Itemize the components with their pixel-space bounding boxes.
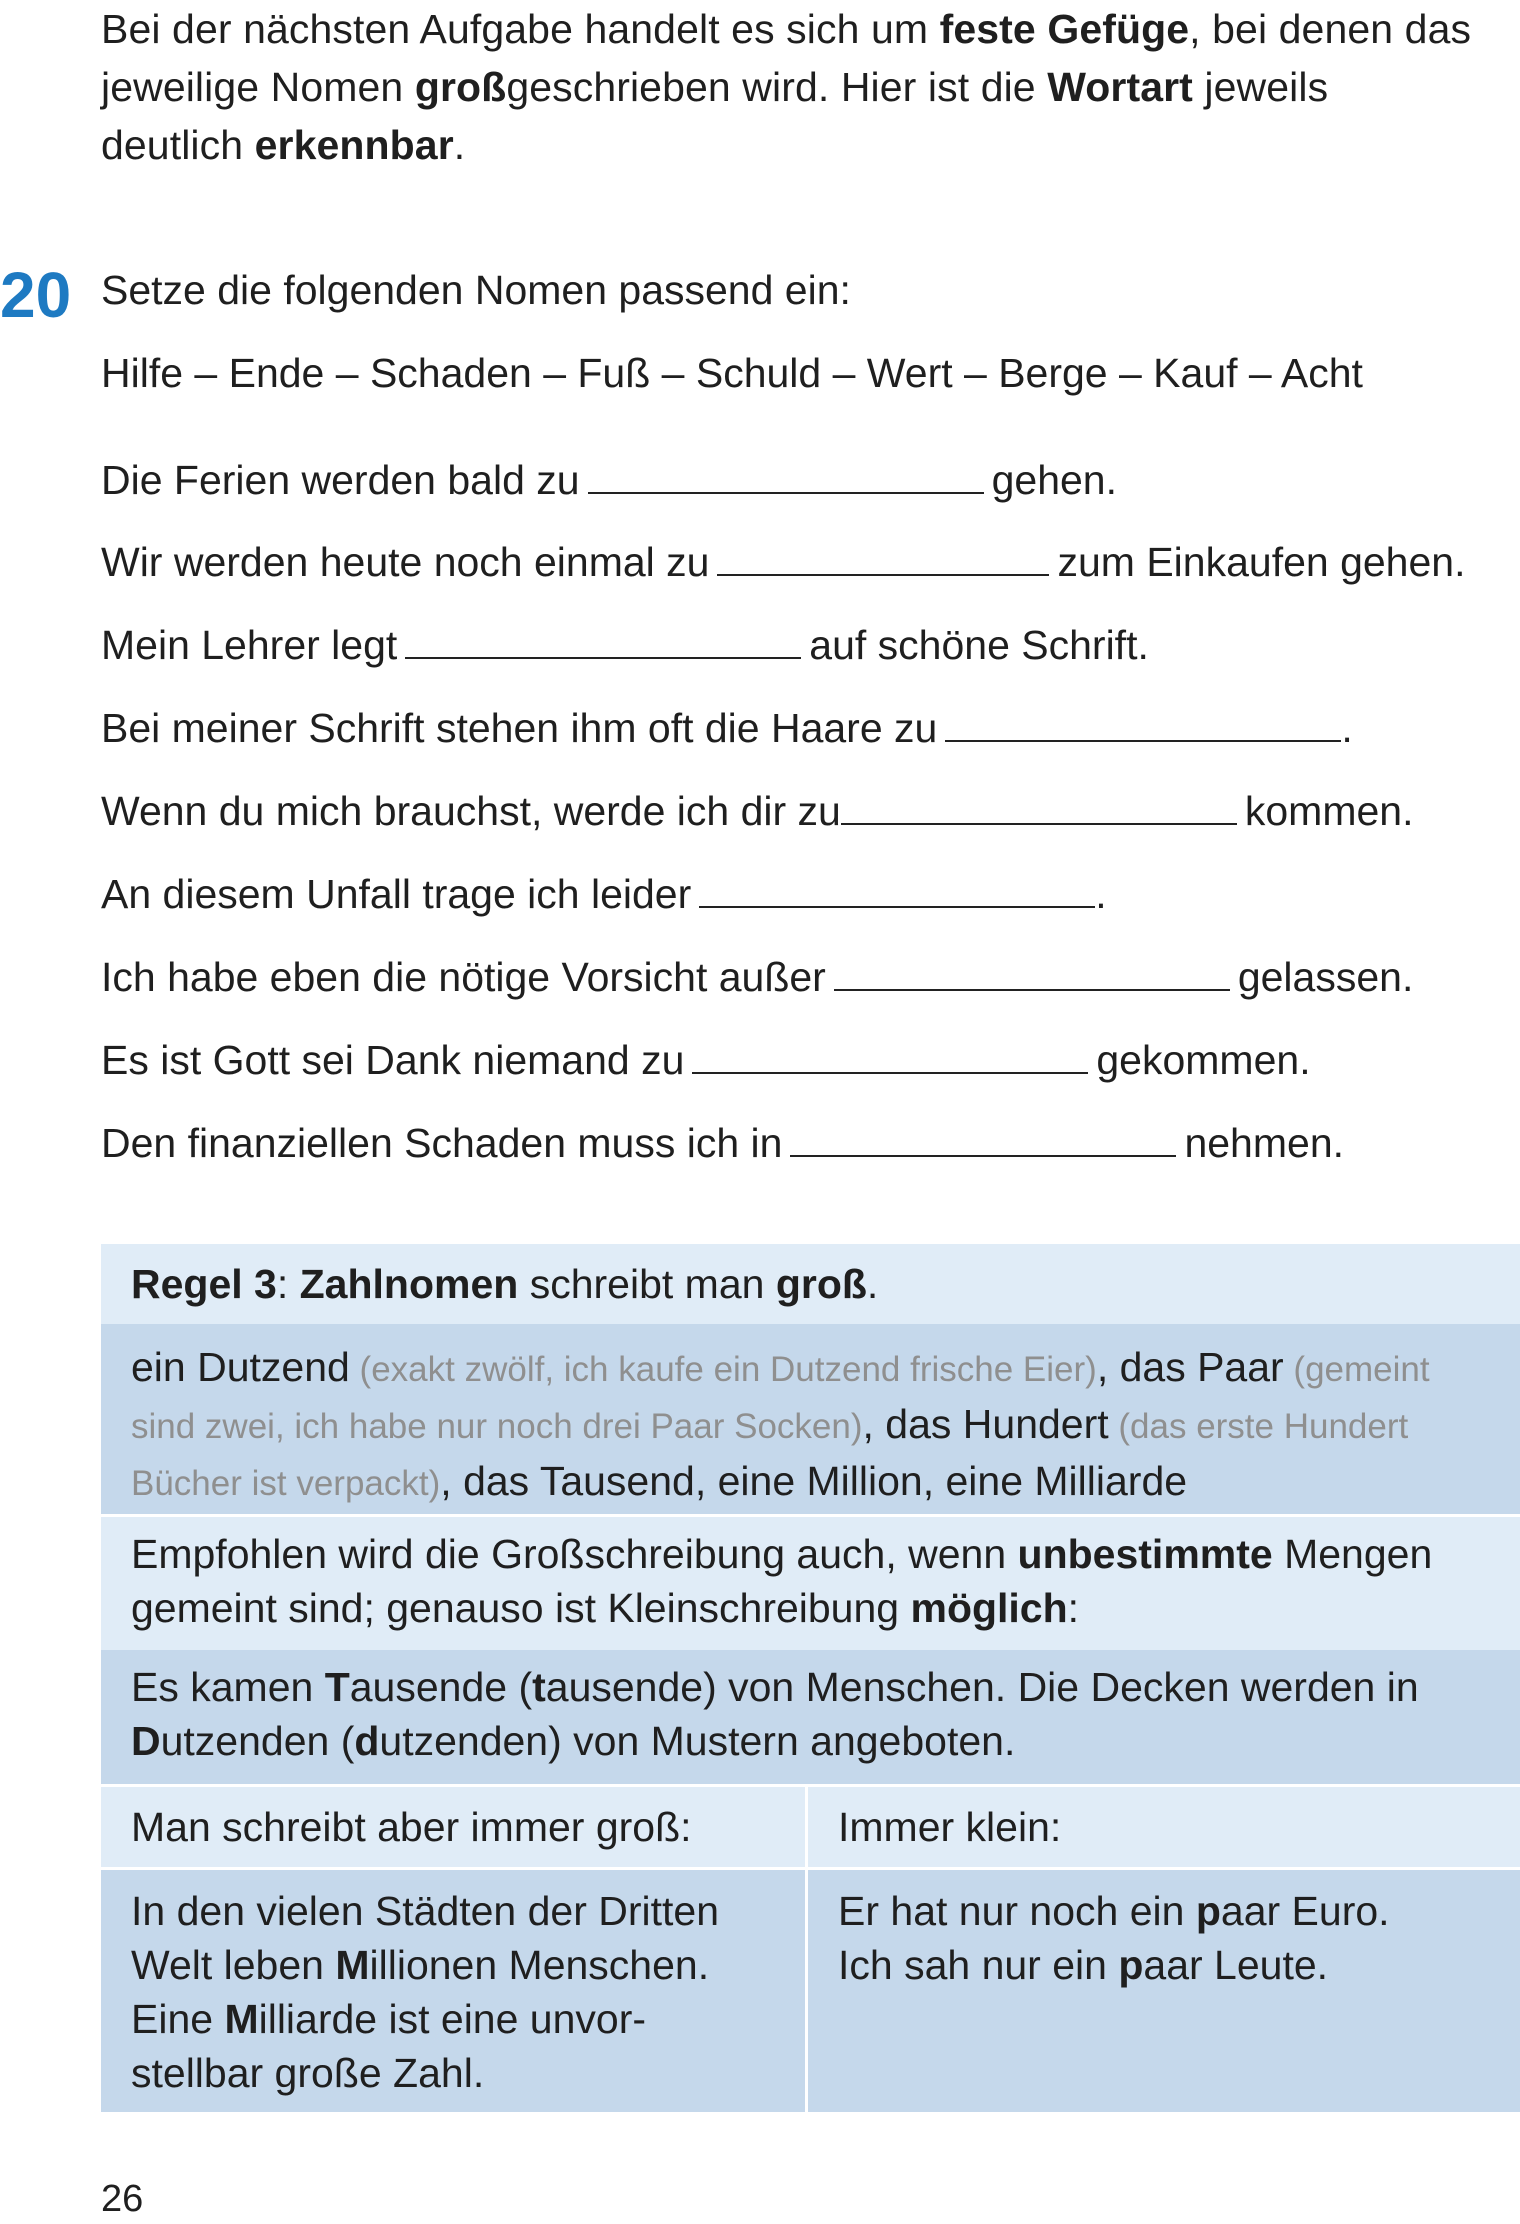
example-text: , das Paar [1096,1344,1284,1390]
rule-text: schreibt man [518,1261,776,1307]
intro-text: jeweils deutlich [101,64,1329,168]
always-big-label: Man schreibt aber immer groß: [101,1787,808,1867]
sentence-text: . [1341,705,1353,751]
example2-bold: T [324,1664,350,1710]
sentence-text: zum Einkaufen gehen. [1057,539,1466,585]
sentence-text: . [1095,871,1107,917]
sentence-text: An diesem Unfall trage ich leider [101,871,692,917]
intro-text: . [453,122,466,168]
rule-split-header [101,1784,1520,1870]
sentence-text: Wir werden heute noch einmal zu [101,539,710,585]
big-example-text: illionen Menschen. Eine [131,1942,710,2042]
example-text: , das Hundert [862,1401,1109,1447]
sentence-text: gekommen. [1096,1037,1311,1083]
recommend-bold-unbestimmte: unbestimmte [1017,1531,1273,1577]
intro-text: Bei der nächsten Aufgabe handelt es sich um [101,6,940,52]
example2-bold: D [131,1718,161,1764]
sentence-2 [101,532,1465,592]
blank-input-9[interactable] [790,1135,1176,1157]
rule-label: Regel 3 [131,1261,277,1307]
blank-input-5[interactable] [841,803,1237,825]
sentence-text: Die Ferien werden bald zu [101,457,580,503]
sentence-9 [101,1113,1344,1173]
exercise-title: Setze die folgenden Nomen passend ein: [101,267,851,313]
sentence-text: auf schöne Schrift. [809,622,1149,668]
page-number: 26 [101,2178,144,2220]
rule-box [101,1244,1520,2112]
small-example-bold: p [1118,1942,1144,1988]
recommend-text: : [1067,1585,1080,1631]
sentence-text: Wenn du mich brauchst, werde ich dir zu [101,788,841,834]
example2-bold: d [354,1718,380,1764]
blank-input-4[interactable] [945,720,1341,742]
sentence-text: gelassen. [1237,954,1414,1000]
big-example-text: illiarde ist eine unvor- [258,1996,647,2042]
rule-header [101,1244,1520,1324]
sentence-text: kommen. [1244,788,1414,834]
big-example-bold: M [224,1996,259,2042]
rule-text: : [276,1261,300,1307]
sentence-5 [101,781,1413,841]
rule-example-2 [101,1650,1520,1784]
example2-text: utzenden ( [160,1718,355,1764]
blank-input-8[interactable] [692,1052,1088,1074]
blank-input-2[interactable] [717,554,1049,576]
blank-input-6[interactable] [699,886,1095,908]
sentence-6 [101,864,1107,924]
big-example-bold: M [335,1942,370,1988]
sentence-text: Ich habe eben die nötige Vorsicht außer [101,954,826,1000]
big-example-text: stellbar große Zahl. [131,2050,485,2096]
exercise-number: 20 [0,259,72,331]
rule-recommendation [101,1514,1520,1650]
sentence-text: gehen. [991,457,1117,503]
example-text: ein Dutzend [131,1344,350,1390]
recommend-text: Empfohlen wird die Großschreibung auch, wenn [131,1531,1018,1577]
small-example-bold: p [1195,1888,1221,1934]
small-example-text: Er hat nur noch ein [838,1888,1196,1934]
intro-bold-erkennbar: erkennbar [254,122,454,168]
intro-bold-gross: groß [414,64,507,110]
small-example-text: aar Euro. [1220,1888,1390,1934]
intro-paragraph [101,0,1481,174]
always-small-example [808,1870,1520,2112]
example2-text: Es kamen [131,1664,325,1710]
intro-bold-wortart: Wortart [1047,64,1193,110]
intro-text: , bei denen das jeweilige Nomen [101,6,1472,110]
rule-text: . [866,1261,879,1307]
rule-split-body [101,1870,1520,2112]
always-big-example [101,1870,808,2112]
word-list: Hilfe – Ende – Schaden – Fuß – Schuld – Wert – Berge – Kauf – Acht [101,350,1363,396]
small-example-text: aar Leute. [1143,1942,1329,1988]
blank-input-3[interactable] [405,637,801,659]
big-example-text: In den vielen Städten der Dritten Welt leben [131,1888,720,1988]
sentence-8 [101,1030,1311,1090]
example2-text: ausende ( [349,1664,533,1710]
sentence-text: nehmen. [1184,1120,1345,1166]
intro-bold-feste-gefuege: feste Gefüge [939,6,1190,52]
sentence-1 [101,450,1117,510]
blank-input-1[interactable] [588,472,984,494]
sentence-4 [101,698,1353,758]
recommend-text: Mengen gemeint sind; genauso ist Kleinschreibung [131,1531,1433,1631]
rule-bold-zahlnomen: Zahlnomen [299,1261,519,1307]
sentence-7 [101,947,1413,1007]
sentence-text: Es ist Gott sei Dank niemand zu [101,1037,685,1083]
example-note: (gemeint sind zwei, ich habe nur noch drei Paar Socken) [131,1350,1430,1446]
rule-bold-gross: groß [775,1261,867,1307]
sentence-text: Den finanziellen Schaden muss ich in [101,1120,783,1166]
sentence-text: Bei meiner Schrift stehen ihm oft die Haare zu [101,705,938,751]
small-example-text: Ich sah nur ein [838,1942,1119,1988]
example-text: , das Tausend, eine Million, eine Milliarde [440,1458,1188,1504]
sentence-3 [101,615,1149,675]
blank-input-7[interactable] [834,969,1230,991]
rule-examples [101,1324,1520,1514]
example-note: (das erste Hundert Bücher ist verpackt) [131,1407,1409,1503]
example2-text: utzenden) von Mustern angeboten. [379,1718,1016,1764]
intro-text: geschrieben wird. Hier ist die [506,64,1048,110]
example2-bold: t [532,1664,546,1710]
recommend-bold-moeglich: möglich [910,1585,1068,1631]
always-small-label: Immer klein: [838,1804,1062,1850]
example-note: (exakt zwölf, ich kaufe ein Dutzend frische Eier) [349,1350,1097,1389]
sentence-text: Mein Lehrer legt [101,622,398,668]
example2-text: ausende) von Menschen. Die Decken werden in [545,1664,1419,1710]
